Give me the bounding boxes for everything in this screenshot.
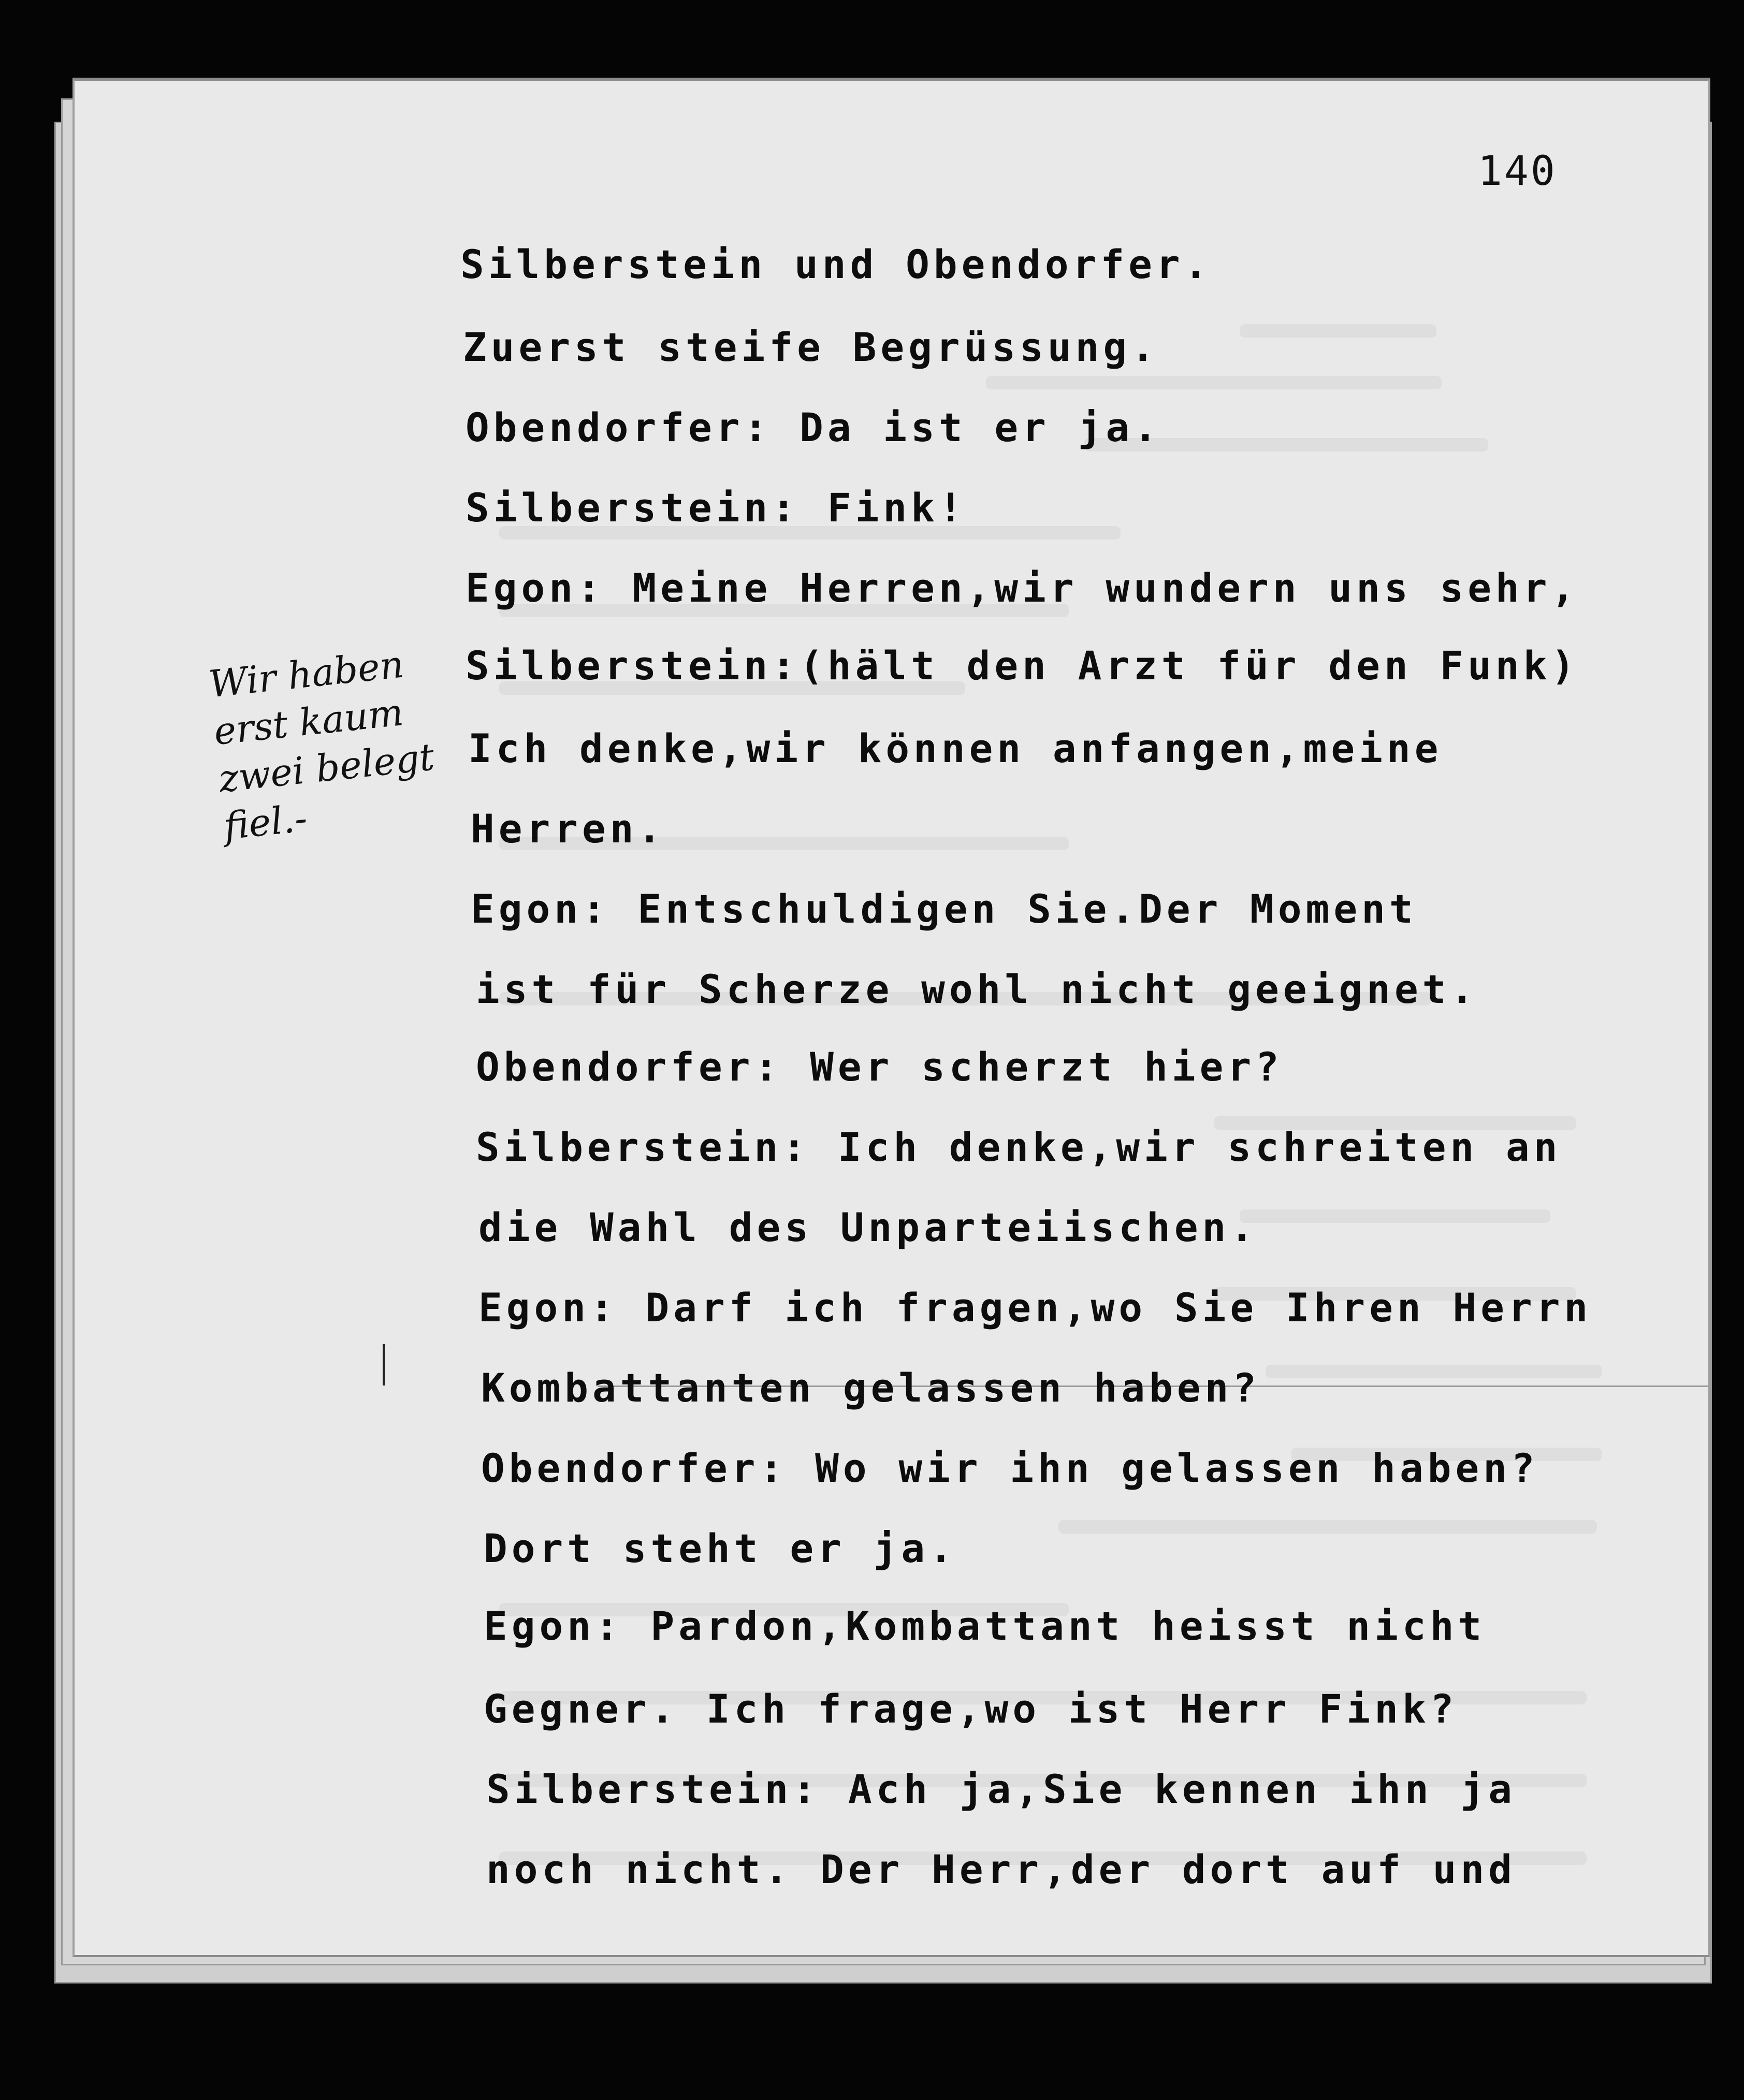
typed-line: Silberstein: Ach ja,Sie kennen ihn ja xyxy=(486,1766,1516,1812)
typed-line: Dort steht er ja. xyxy=(484,1525,957,1571)
typed-line: Herren. xyxy=(471,806,666,852)
typed-line: Kombattanten gelassen haben? xyxy=(481,1365,1261,1411)
margin-note-line: fiel.- xyxy=(222,796,310,849)
typed-line: Silberstein: Ich denke,wir schreiten an xyxy=(476,1124,1562,1170)
typed-line: Silberstein: Fink! xyxy=(466,485,967,531)
typed-line: Silberstein und Obendorfer. xyxy=(460,241,1212,287)
typed-line: Egon: Meine Herren,wir wundern uns sehr, xyxy=(466,565,1579,611)
typed-line: Zuerst steife Begrüssung. xyxy=(463,324,1159,370)
handwritten-margin-note xyxy=(207,628,535,850)
typed-line: Gegner. Ich frage,wo ist Herr Fink? xyxy=(484,1686,1458,1732)
typed-line: ist für Scherze wohl nicht geeignet. xyxy=(476,966,1478,1012)
margin-mark xyxy=(383,1344,385,1386)
typed-line: Obendorfer: Wo wir ihn gelassen haben? xyxy=(481,1445,1539,1491)
typed-line: Egon: Pardon,Kombattant heisst nicht xyxy=(484,1603,1486,1649)
typed-line: Egon: Entschuldigen Sie.Der Moment xyxy=(471,886,1417,932)
typed-line: noch nicht. Der Herr,der dort auf und xyxy=(486,1846,1516,1892)
typed-line: die Wahl des Unparteiischen. xyxy=(478,1204,1258,1250)
typed-line: Silberstein:(hält den Arzt für den Funk) xyxy=(466,643,1579,689)
typed-line: Egon: Darf ich fragen,wo Sie Ihren Herrn xyxy=(478,1285,1592,1331)
margin-note-line: Wir haben xyxy=(207,642,406,706)
margin-note-line: zwei belegt xyxy=(216,735,437,801)
typed-line: Obendorfer: Wer scherzt hier? xyxy=(476,1044,1283,1090)
margin-note-line: erst kaum xyxy=(212,690,405,754)
typescript-page xyxy=(72,78,1710,1957)
typed-line: Ich denke,wir können anfangen,meine xyxy=(468,725,1443,771)
page-number: 140 xyxy=(1478,148,1557,195)
typed-line: Obendorfer: Da ist er ja. xyxy=(466,404,1161,450)
